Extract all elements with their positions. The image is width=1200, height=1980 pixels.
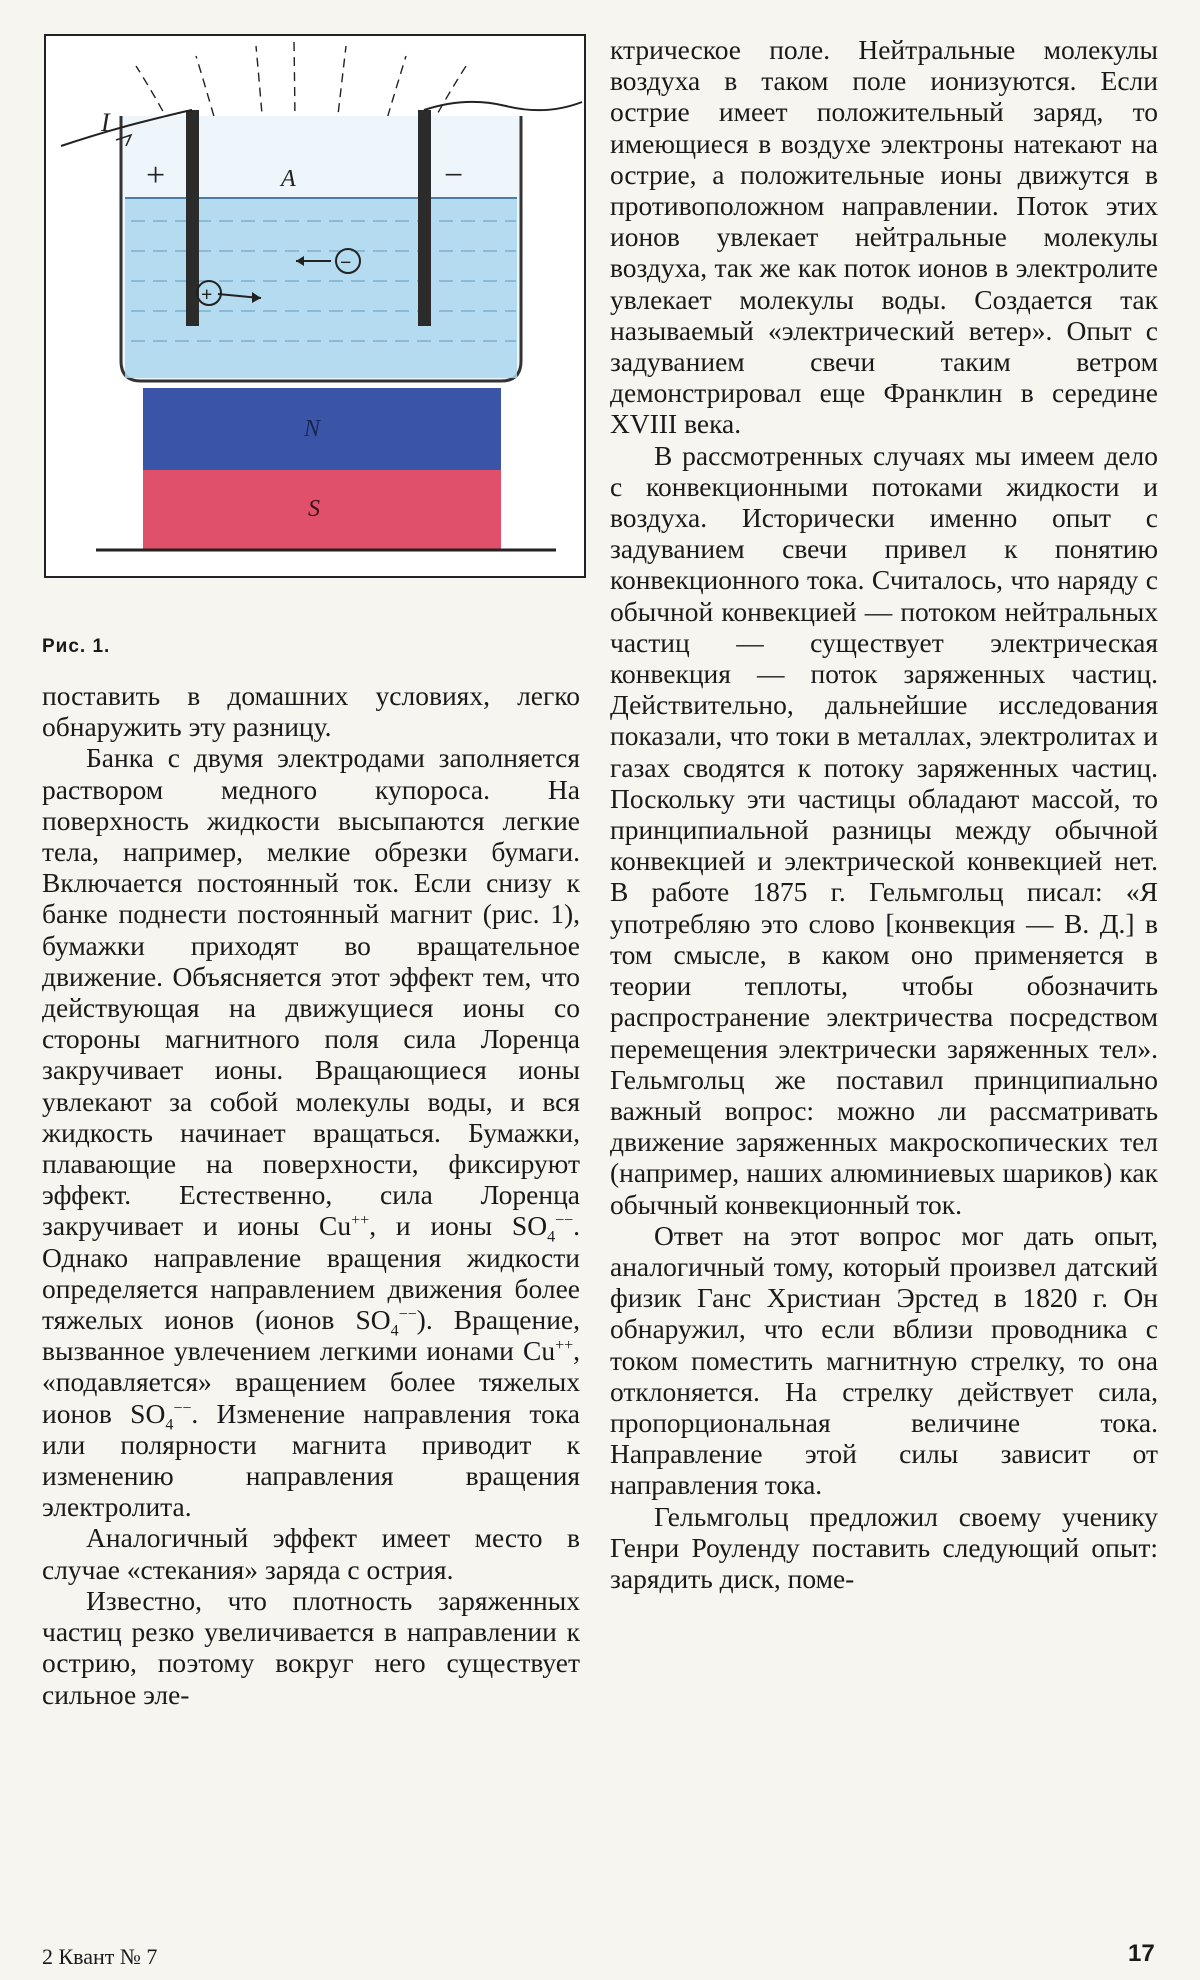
south-label: S [308,496,320,522]
electrode-negative [418,110,431,326]
paragraph: поставить в домашних условиях, легко обнаружить эту разницу. [42,680,580,743]
footer-signature: 2 Квант № 7 [42,1944,158,1969]
figure-electrolyte-magnet [44,34,586,578]
minus-label: − [444,157,464,194]
paragraph: Банка с двумя электродами заполняется раствором медного купороса. На поверхность жидкости высыпаются легкие тела, например, мелкие обрезки бумаги. Включается постоянный ток. Если снизу к банке поднести постоянный магнит (рис. 1), бумажки приходят во вращательное движение. Объясняется этот эффект тем, что действующая на движущиеся ионы со стороны магнитного поля сила Лоренца закручивает ионы. Вращающиеся ионы увлекают за собой молекулы воды, и вся жидкость начинает вращаться. Бумажки, плавающие на поверхности, фиксируют эффект. Естественно, сила Лоренца закручивает и ионы Cu++, и ионы $SO_4^{--}$. Однако направление вращения жидкости определяется направлением движения более тяжелых ионов (ионов $SO_4^{--}$). Вращение, вызванное увлечением легкими ионами Cu++, «подавляется» вращением более тяжелых ионов $SO_4^{--}$. Изменение направления тока или полярности магнита приводит к изменению направления вращения электролита. [42,742,581,1523]
electrolyte [125,198,517,378]
point-a-label: A [281,166,296,192]
magnet-north [143,388,501,470]
right-column [610,34,1158,1594]
diagram [46,36,584,576]
left-column [42,680,580,1710]
current-label: I [101,108,110,137]
paragraph: Аналогичный эффект имеет место в случае «стекания» заряда с острия. [42,1522,580,1585]
paragraph: ктрическое поле. Нейтральные молекулы воздуха в таком поле ионизуются. Если острие имеет положительный заряд, то имеющиеся в воздухе электроны натекают на острие, а положительные ионы движутся в противоположном направлении. Поток этих ионов увлекает нейтральные молекулы воздуха, так же как поток ионов в электролите увлекает молекулы воды. Создается так называемый «электрический ветер». Опыт с задуванием свечи таким ветром демонстрировал еще Франклин в середине XVIII века. [610,34,1158,440]
paragraph: Известно, что плотность заряженных частиц резко увеличивается в направлении к острию, поэтому вокруг него существует сильное эле- [42,1584,580,1710]
paragraph: Ответ на этот вопрос мог дать опыт, аналогичный тому, который произвел датский физик Ганс Христиан Эрстед в 1820 г. Он обнаружил, что если вблизи проводника с током поместить магнитную стрелку, то она отклоняется. На стрелку действует сила, пропорциональная величине тока. Направление этой силы зависит от направления тока. [610,1219,1158,1501]
negative-ion-label: − [340,252,352,274]
positive-ion-label: + [201,284,213,306]
plus-label: + [146,157,166,194]
wire-right [424,102,582,110]
magnet-south [143,470,501,550]
figure-caption: Рис. 1. [42,636,111,657]
north-label: N [304,416,321,442]
page-number: 17 [1128,1940,1155,1967]
paragraph: Гельмгольц предложил своему ученику Генри Роуленду поставить следующий опыт: зарядить диск, поме- [610,1500,1158,1594]
paragraph: В рассмотренных случаях мы имеем дело с конвекционными потоками жидкости и воздуха. Исторически именно опыт с задуванием свечи привел к понятию конвекционного тока. Считалось, что наряду с обычной конвекцией — потоком нейтральных частиц — существует электрическая конвекция — поток заряженных частиц. Действительно, дальнейшие исследования показали, что токи в металлах, электролитах и газах сводятся к потоку заряженных частиц. Поскольку эти частицы обладают массой, то принципиальной разницы между обычной конвекцией и электрической конвекцией нет. В работе 1875 г. Гельмгольц писал: «Я употребляю это слово [конвекция — В. Д.] в том смысле, в каком оно применяется в теории теплоты, чтобы обозначить распространение электричества посредством перемещения электрически заряженных тел». Гельмгольц же поставил принципиально важный вопрос: можно ли рассматривать движение заряженных макроскопических тел (например, наших алюминиевых шариков) как обычный конвекционный ток. [610,439,1158,1220]
